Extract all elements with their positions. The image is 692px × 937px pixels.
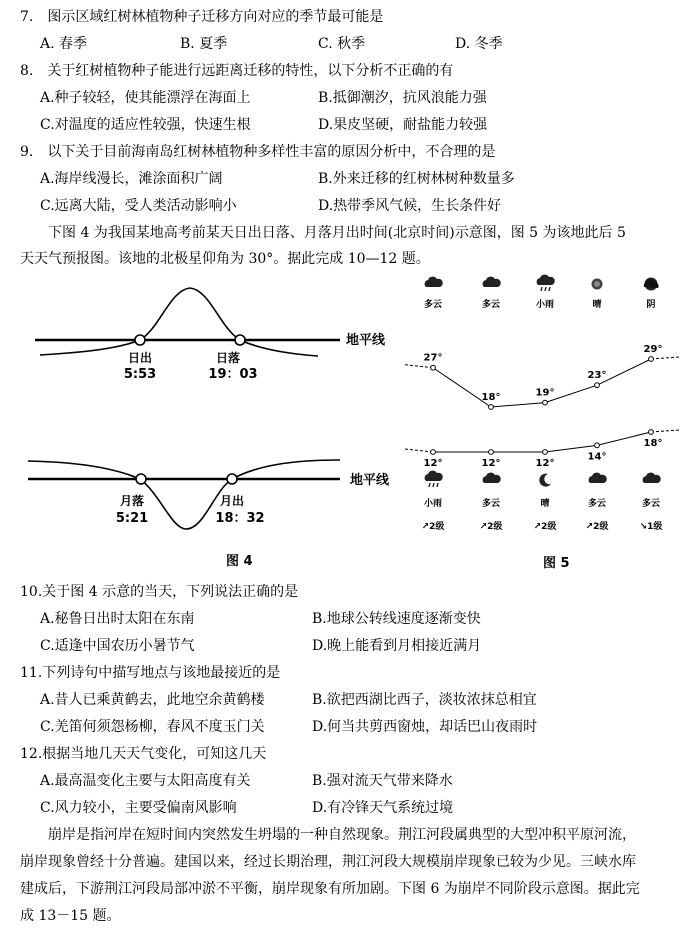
wind-label: ↗2级: [585, 522, 609, 532]
cloudy-icon: [483, 473, 501, 483]
intro2-line3: 建成后，下游荆江河段局部冲淤不平衡，崩岸现象有所加剧。下图 6 为崩岸不同阶段示意图。据此完: [20, 881, 640, 897]
wind-label: ↗2级: [421, 522, 445, 532]
low-temp-value-label: 14°: [587, 451, 607, 463]
cloudy-icon: [483, 277, 501, 287]
q8-stem: 8. 关于红树植物种子能进行远距离迁移的特性，以下分析不正确的有: [20, 63, 454, 79]
q10-option-b: B.地球公转线速度逐渐变快: [312, 611, 481, 627]
low-temp-point: [431, 450, 436, 455]
q7-stem: 7. 图示区域红树林植物种子迁移方向对应的季节最可能是: [20, 9, 384, 25]
night-weather-label: 多云: [641, 499, 661, 509]
q12-option-c: C.风力较小，主要受偏南风影响: [40, 800, 237, 816]
moonset-time: 5:21: [115, 511, 149, 526]
figure-5-weather-forecast: [405, 272, 687, 542]
sunrise-label: 日出: [127, 351, 153, 365]
q12-stem: 12.根据当地几天天气变化，可知这几天: [20, 746, 267, 762]
q8-option-d: D.果皮坚硬，耐盐能力较强: [318, 117, 488, 133]
q7-option-c: C. 秋季: [318, 36, 366, 52]
sun-path-curve: [40, 288, 318, 356]
high-temp-line: [433, 359, 651, 407]
sunset-time: 19：03: [208, 367, 258, 382]
q11-stem: 11.下列诗句中描写地点与该地最接近的是: [20, 665, 281, 681]
q7-option-a: A. 春季: [40, 36, 88, 52]
rain-icon: [537, 275, 555, 291]
moonset-label: 月落: [119, 494, 145, 508]
q9-stem: 9. 以下关于目前海南岛红树林植物种多样性丰富的原因分析中，不合理的是: [20, 144, 496, 160]
wind-label: ↗2级: [479, 522, 503, 532]
high-temp-value-label: 19°: [535, 387, 555, 399]
day-weather-label: 晴: [592, 300, 602, 310]
night-weather-label: 多云: [481, 499, 501, 509]
low-temp-point: [489, 450, 494, 455]
high-temp-point: [595, 383, 600, 388]
low-temp-tail: [651, 430, 679, 432]
intro1-line2: 天天气预报图。该地的北极星仰角为 30°。据此完成 10—12 题。: [20, 251, 430, 267]
high-temp-point: [543, 400, 548, 405]
night-weather-label: 小雨: [423, 499, 443, 509]
intro1-line1: 下图 4 为我国某地高考前某天日出日落、月落月出时间(北京时间)示意图，图 5 为该地此后 5: [48, 225, 626, 241]
q9-option-d: D.热带季风气候，生长条件好: [318, 198, 502, 214]
moonrise-label: 月出: [219, 494, 245, 508]
q9-option-a: A.海岸线漫长，滩涂面积广阔: [40, 171, 223, 187]
q11-option-c: C.羌笛何须怨杨柳，春风不度玉门关: [40, 719, 265, 735]
cloudy-icon: [425, 277, 443, 287]
rain-icon: [425, 471, 443, 487]
cloudy-icon: [643, 473, 661, 483]
q12-option-b: B.强对流天气带来降水: [312, 773, 453, 789]
moonset-point: [136, 474, 146, 484]
wind-label: ↗2级: [533, 522, 557, 532]
high-temp-value-label: 27°: [423, 352, 443, 364]
overcast-icon: [644, 278, 659, 291]
high-temp-point: [431, 365, 436, 370]
figure-4-caption: 图 4: [226, 554, 253, 569]
moonrise-time: 18：32: [215, 511, 265, 526]
day-weather-label: 小雨: [535, 300, 555, 310]
low-temp-value-label: 12°: [535, 458, 555, 469]
low-temp-point: [595, 443, 600, 448]
low-temp-value-label: 12°: [481, 458, 501, 469]
high-temp-value-label: 23°: [587, 370, 607, 382]
high-temp-value-label: 29°: [643, 344, 663, 355]
q9-option-c: C.远离大陆，受人类活动影响小: [40, 198, 237, 214]
high-temp-lead: [405, 365, 433, 368]
q8-option-a: A.种子较轻，使其能漂浮在海面上: [40, 90, 251, 106]
night-weather-label: 多云: [587, 499, 607, 509]
moon-icon: [539, 474, 551, 487]
low-temp-point: [543, 450, 548, 455]
q7-option-d: D. 冬季: [455, 36, 503, 52]
figure-5-caption: 图 5: [543, 556, 570, 571]
day-weather-label: 多云: [423, 300, 443, 310]
q11-option-b: B.欲把西湖比西子，淡妆浓抹总相宜: [312, 692, 537, 708]
low-temp-value-label: 12°: [423, 458, 443, 469]
q12-option-a: A.最高温变化主要与太阳高度有关: [40, 773, 251, 789]
high-temp-point: [649, 357, 654, 362]
figure-4: [0, 278, 390, 578]
day-weather-label: 多云: [481, 300, 501, 310]
sunrise-point: [135, 335, 145, 345]
q10-option-a: A.秘鲁日出时太阳在东南: [40, 611, 195, 627]
moon-horizon-label: 地平线: [350, 473, 390, 488]
q11-option-d: D.何当共剪西窗烛，却话巴山夜雨时: [312, 719, 538, 735]
q9-option-b: B.外来迁移的红树林树种数量多: [318, 171, 515, 187]
q8-option-c: C.对温度的适应性较强，快速生根: [40, 117, 251, 133]
high-temp-point: [489, 405, 494, 410]
intro2-line4: 成 13－15 题。: [20, 908, 121, 924]
low-temp-line: [433, 432, 651, 452]
q7-option-b: B. 夏季: [180, 36, 228, 52]
wind-label: ↘1级: [639, 522, 663, 532]
q10-stem: 10.关于图 4 示意的当天，下列说法正确的是: [20, 584, 299, 600]
high-temp-value-label: 18°: [481, 392, 501, 403]
low-temp-lead: [405, 449, 433, 452]
sun-horizon-label: 地平线: [346, 333, 386, 348]
day-weather-label: 阴: [646, 300, 656, 310]
q11-option-a: A.昔人已乘黄鹤去，此地空余黄鹤楼: [40, 692, 265, 708]
q8-option-b: B.抵御潮汐，抗风浪能力强: [318, 90, 487, 106]
low-temp-point: [649, 430, 654, 435]
night-weather-label: 晴: [540, 499, 550, 509]
sunset-point: [235, 335, 245, 345]
sun-icon: [592, 279, 603, 290]
sunset-label: 日落: [215, 351, 241, 365]
intro2-line1: 崩岸是指河岸在短时间内突然发生坍塌的一种自然现象。荆江河段属典型的大型冲积平原河流，: [48, 827, 636, 843]
intro2-line2: 崩岸现象曾经十分普遍。建国以来，经过长期治理，荆江河段大规模崩岸现象已较为少见。三峡水库: [20, 854, 636, 870]
low-temp-value-label: 18°: [643, 438, 663, 449]
high-temp-tail: [651, 357, 679, 359]
q10-option-c: C.适逢中国农历小暑节气: [40, 638, 195, 654]
moonrise-point: [227, 474, 237, 484]
q10-option-d: D.晚上能看到月相接近满月: [312, 638, 482, 654]
cloudy-icon: [589, 473, 607, 483]
moon-path-curve: [28, 460, 340, 529]
q12-option-d: D.有冷锋天气系统过境: [312, 800, 454, 816]
sunrise-time: 5:53: [123, 367, 157, 382]
